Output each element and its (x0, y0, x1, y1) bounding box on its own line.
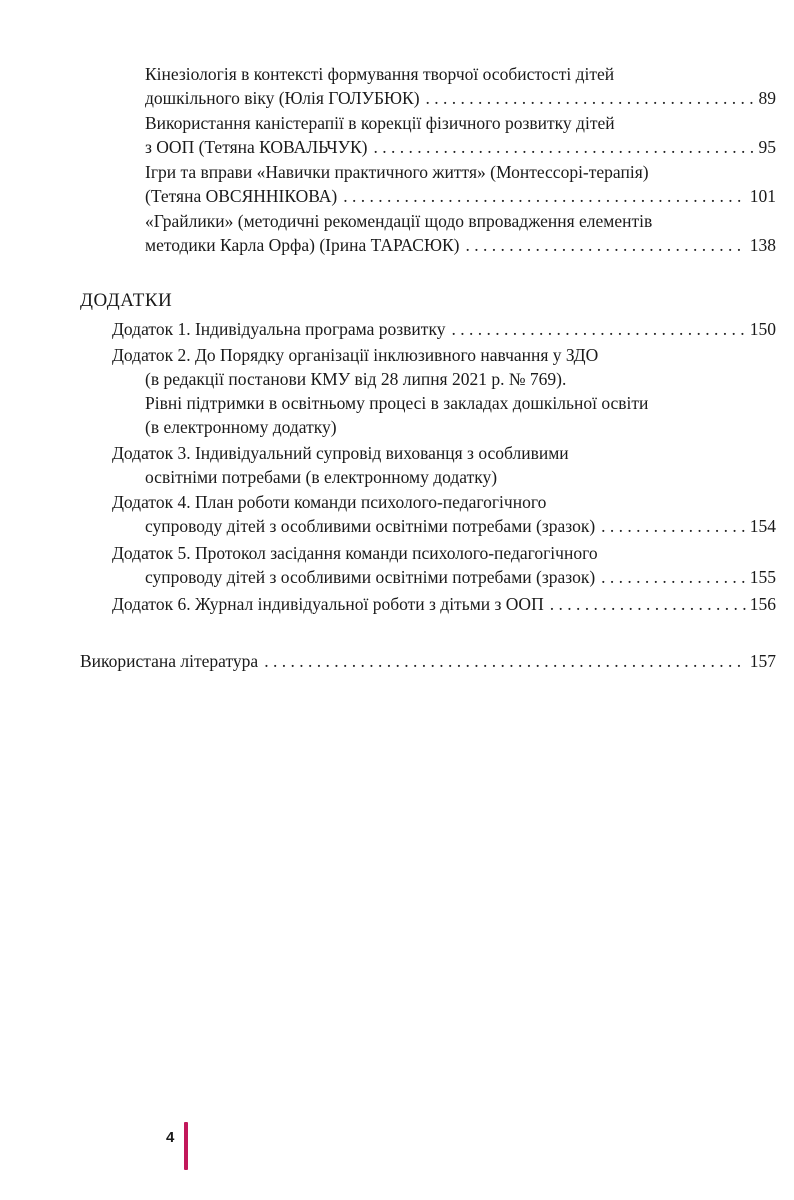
leader-dots (465, 233, 745, 257)
toc-entry-line: Ігри та вправи «Навички практичного життя» (Монтессорі-терапія) (145, 162, 649, 182)
toc-entry-line: Кінезіологія в контексті формування творчої особистості дітей (145, 64, 615, 84)
toc-entry-line: Рівні підтримки в освітньому процесі в закладах дошкільної освіти (145, 393, 649, 413)
toc-entry-montessori[interactable] (145, 160, 776, 208)
toc-entry-line: дошкільного віку (Юлія ГОЛУБЮК) . . . 89 (145, 86, 776, 110)
toc-entry-line: освітніми потребами (в електронному додатку) (145, 467, 498, 487)
toc-page-number: 150 (749, 319, 776, 339)
leader-dots (601, 514, 746, 538)
toc-entry-line: методики Карла Орфа) (Ірина ТАРАСЮК) . . . 138 (145, 233, 776, 257)
leader-dots (373, 135, 754, 159)
leader-dots (426, 86, 755, 110)
leader-dots (550, 592, 746, 616)
toc-entry-appendix-4[interactable] (112, 490, 776, 538)
toc-entry-line: з ООП (Тетяна КОВАЛЬЧУК) . . . 95 (145, 135, 776, 159)
toc-entry-line: супроводу дітей з особливими освітніми потребами (зразок) . . . 155 (112, 565, 776, 589)
toc-entry-line: (Тетяна ОВСЯННІКОВА) . . . 101 (145, 184, 776, 208)
toc-entry-line: Додаток 4. План роботи команди психолого-педагогічного (112, 492, 547, 512)
toc-page-number: 101 (749, 186, 776, 206)
toc-entry-line: Додаток 3. Індивідуальний супровід вихованця з особливими (112, 443, 569, 463)
toc-entry-line: Додаток 6. Журнал індивідуальної роботи з дітьми з ООП . . . 156 (112, 592, 776, 616)
toc-entry-line: Додаток 2. До Порядку організації інклюзивного навчання у ЗДО (112, 345, 599, 365)
toc-page-number: 155 (749, 567, 776, 587)
toc-entry-line: Використання каністерапії в корекції фізичного розвитку дітей (145, 113, 615, 133)
toc-entry-appendix-6[interactable] (112, 592, 776, 616)
toc-entry-line: Додаток 1. Індивідуальна програма розвитку . . . 150 (112, 317, 776, 341)
toc-entry-appendix-2[interactable] (112, 343, 776, 439)
toc-page-number: 89 (758, 88, 776, 108)
toc-entry-appendix-3[interactable] (112, 441, 776, 489)
toc-page-number: 138 (749, 235, 776, 255)
toc-entry-line: «Грайлики» (методичні рекомендації щодо впровадження елементів (145, 211, 653, 231)
toc-page-number: 156 (749, 594, 776, 614)
toc-entry-line: Додаток 5. Протокол засідання команди психолого-педагогічного (112, 543, 598, 563)
toc-entry-line: Використана література . . . 157 (80, 649, 776, 673)
toc-page-number: 154 (749, 516, 776, 536)
toc-entry-canistherapy[interactable] (145, 111, 776, 159)
toc-entry-appendix-5[interactable] (112, 541, 776, 589)
leader-dots (343, 184, 745, 208)
toc-entry-kinesiology[interactable] (145, 62, 776, 110)
toc-entry-references[interactable] (80, 649, 776, 673)
toc-entry-appendix-1[interactable] (112, 317, 776, 341)
leader-dots (264, 649, 746, 673)
toc-page-number: 157 (749, 651, 776, 671)
section-heading-appendices: ДОДАТКИ (80, 290, 173, 311)
toc-entry-line: (в редакції постанови КМУ від 28 липня 2021 р. № 769). (145, 369, 567, 389)
leader-dots (601, 565, 746, 589)
toc-page-number: 95 (758, 137, 776, 157)
toc-entry-orff[interactable] (145, 209, 776, 257)
leader-dots (451, 317, 745, 341)
toc-entry-line: (в електронному додатку) (145, 417, 337, 437)
footer-page-number: 4 (166, 1129, 175, 1146)
page-marker-bar (184, 1122, 188, 1170)
toc-entry-line: супроводу дітей з особливими освітніми потребами (зразок) . . . 154 (112, 514, 776, 538)
